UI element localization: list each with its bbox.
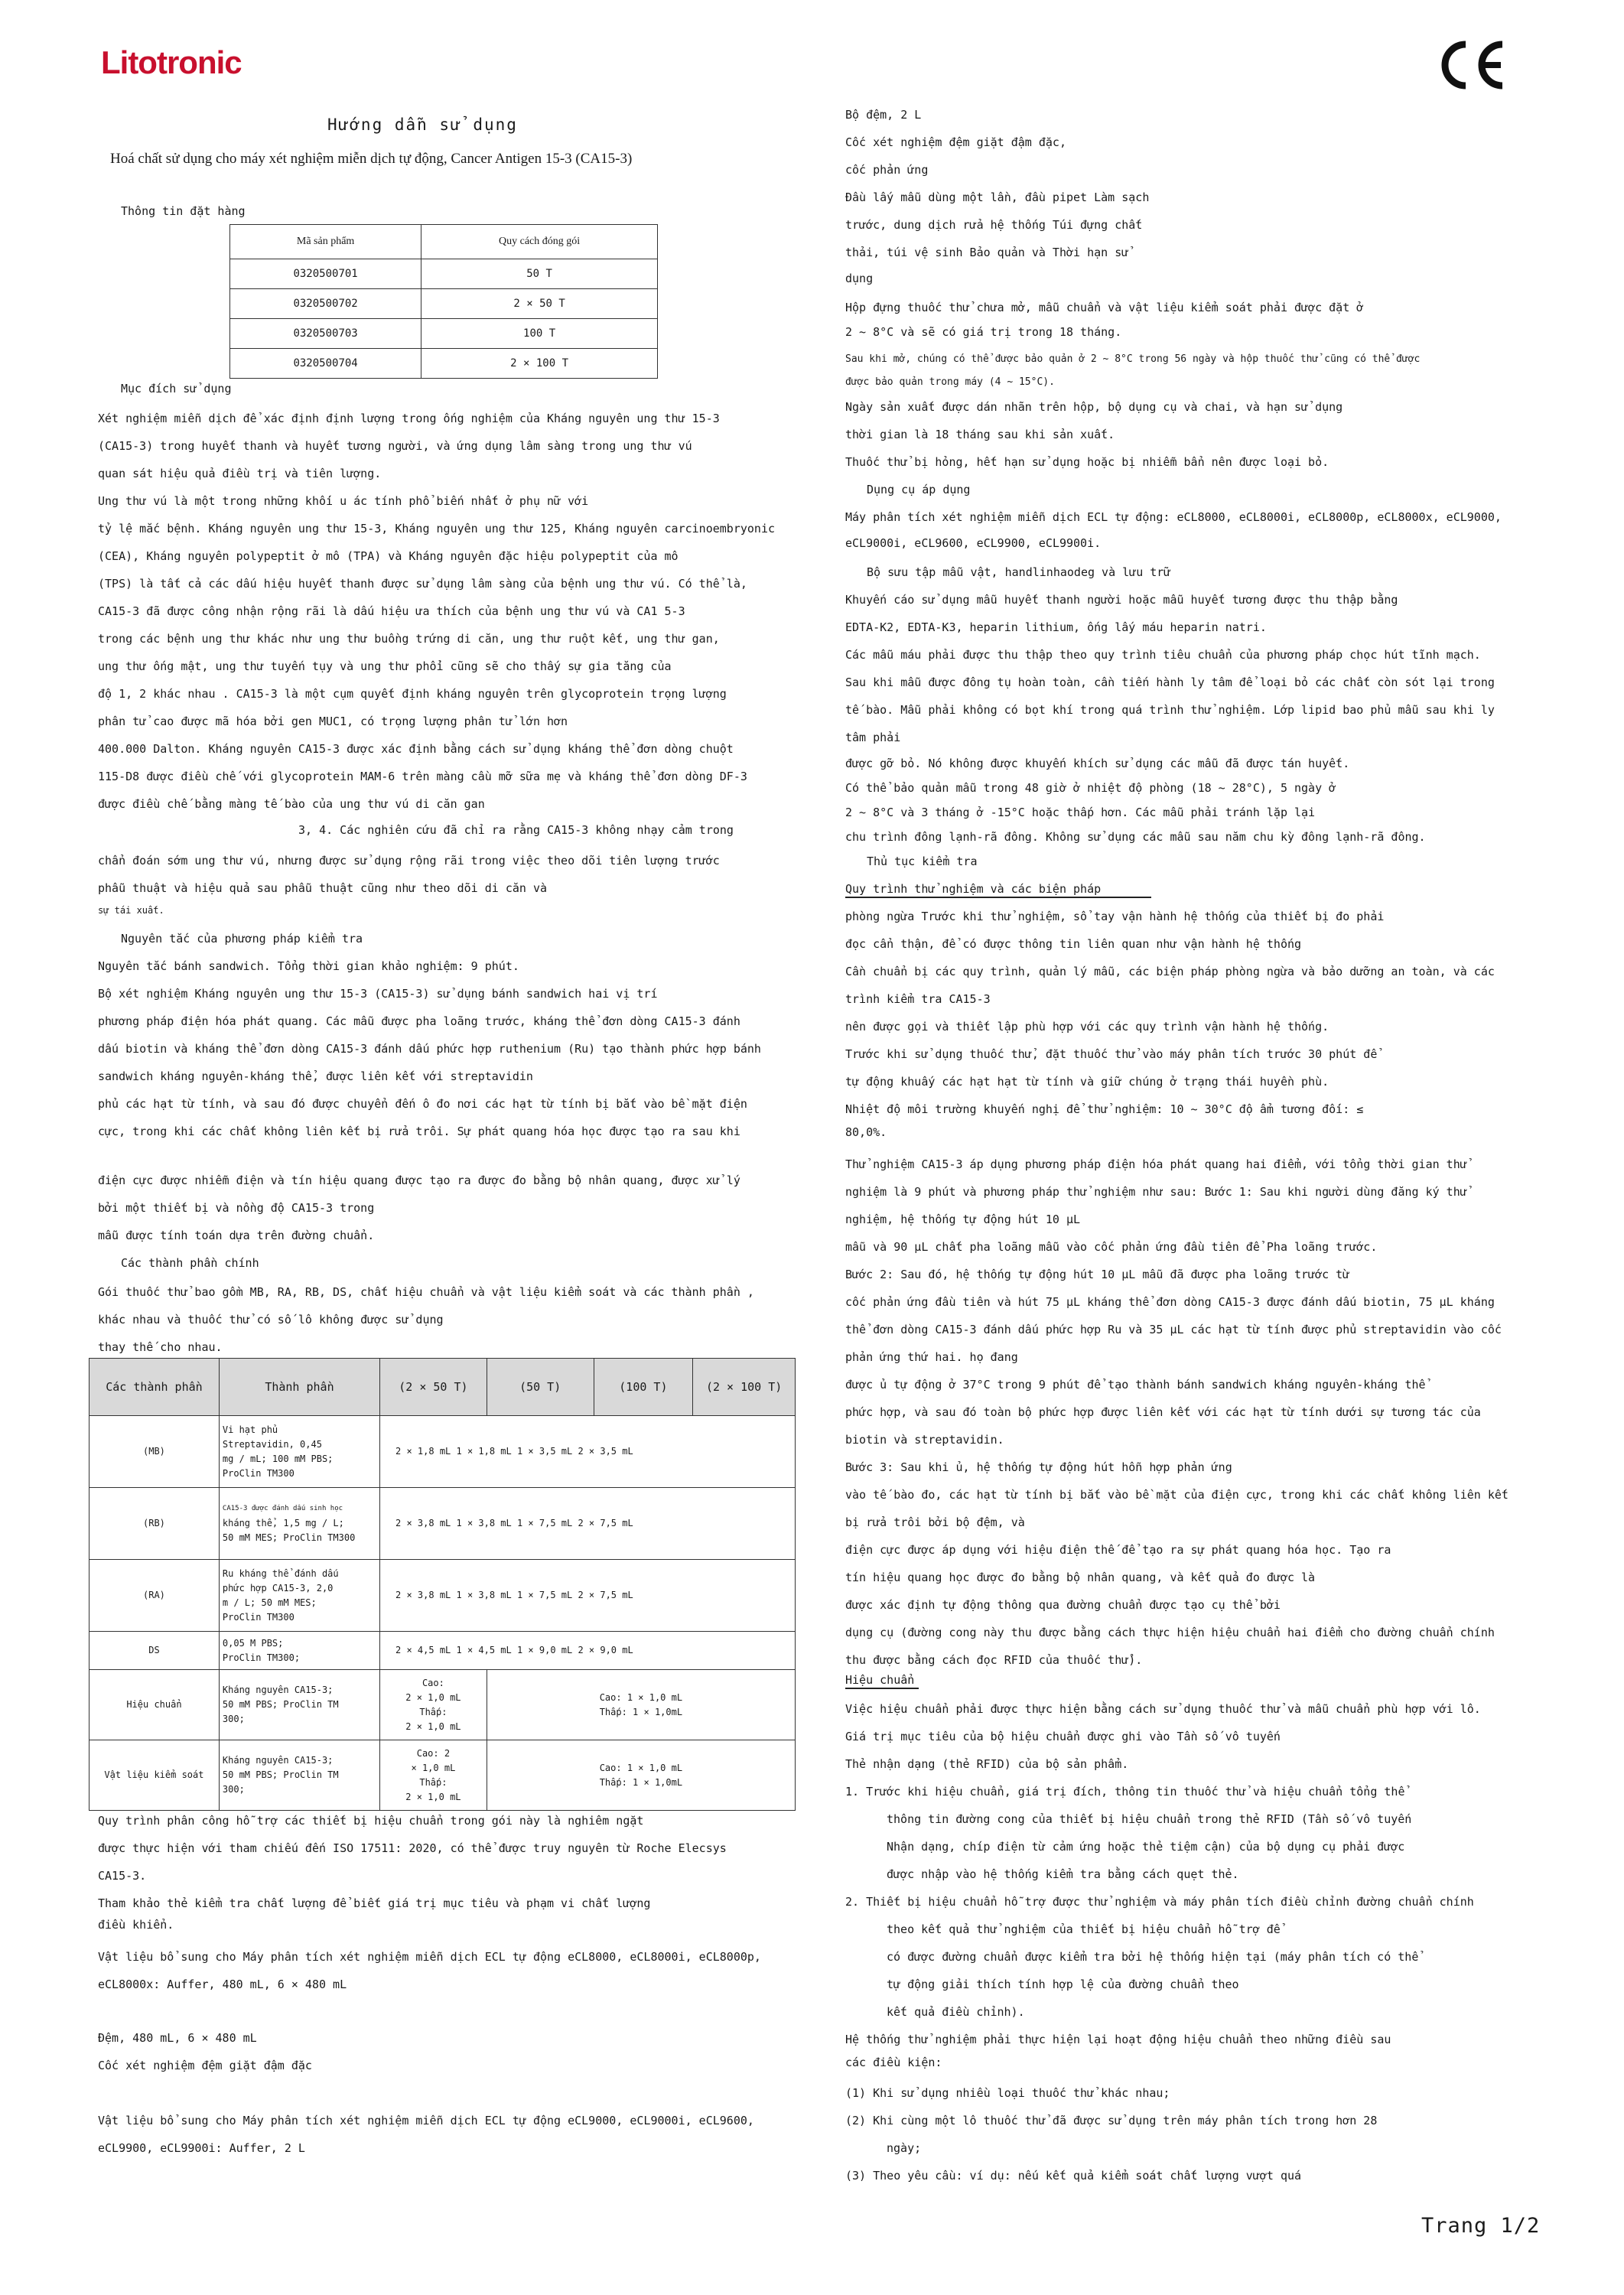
paragraph-line: 80,0%.	[845, 1125, 887, 1139]
paragraph-line: Cốc xét nghiệm đệm giặt đậm đặc	[98, 2059, 312, 2072]
paragraph-line: Ung thư vú là một trong những khối u ác tính phổ biến nhất ở phụ nữ với	[98, 494, 589, 508]
cell-line: Cao: 1 × 1,0 mL	[599, 1762, 683, 1773]
cell-line: kháng thể, 1,5 mg / L;	[222, 1518, 344, 1528]
paragraph-line: Thuốc thử bị hỏng, hết hạn sử dụng hoặc bị nhiễm bẩn nên được loại bỏ.	[845, 455, 1329, 469]
paragraph-line: tín hiệu quang học được đo bằng bộ nhân quang, và kết quả đo được là	[845, 1571, 1316, 1584]
cell-line: ProClin TM300	[222, 1611, 295, 1623]
paragraph-line: thời gian là 18 tháng sau khi sản xuất.	[845, 428, 1115, 441]
paragraph-line: Hệ thống thử nghiệm phải thực hiện lại hoạt động hiệu chuẩn theo những điều sau	[845, 2033, 1391, 2046]
paragraph-line: Ngày sản xuất được dán nhãn trên hộp, bộ dụng cụ và chai, và hạn sử dụng	[845, 400, 1343, 414]
paragraph-line: 3, 4. Các nghiên cứu đã chỉ ra rằng CA15-3 không nhạy cảm trong	[298, 823, 734, 837]
paragraph-line: dấu biotin và kháng thể đơn dòng CA15-3 đánh dấu phức hợp ruthenium (Ru) tạo thành phức hợp bánh	[98, 1042, 761, 1056]
list-item: thông tin đường cong của thiết bị hiệu chuẩn trong thẻ RFID (Tần số vô tuyến	[887, 1812, 1412, 1826]
cell-line: 50 mM MES; ProClin TM300	[222, 1532, 356, 1543]
ordering-heading: Thông tin đặt hàng	[121, 204, 246, 218]
paragraph-line: mẫu và 90 μL chất pha loãng mẫu vào cốc phản ứng đầu tiên để Pha loãng trước.	[845, 1240, 1378, 1254]
table-cell	[219, 1560, 379, 1632]
paragraph-line: quan sát hiệu quả điều trị và tiên lượng.	[98, 467, 382, 480]
cell-line: Ru kháng thể đánh dấu	[222, 1567, 339, 1579]
paragraph-line: thể đơn dòng CA15-3 đánh dấu phức hợp Ru và 35 μL các hạt từ tính được phủ streptavidin vào cốc	[845, 1323, 1502, 1336]
paragraph-line: Vật liệu bổ sung cho Máy phân tích xét nghiệm miễn dịch ECL tự động eCL9000, eCL9000i, eCL9600,	[98, 2114, 754, 2127]
table-cell: 2 × 3,8 mL 1 × 3,8 mL 1 × 7,5 mL 2 × 7,5 mL	[380, 1560, 796, 1632]
paragraph-line: Việc hiệu chuẩn phải được thực hiện bằng cách sử dụng thuốc thử và mẫu chuẩn phù hợp với lô.	[845, 1702, 1481, 1716]
paragraph-line: Xét nghiệm miễn dịch để xác định định lượng trong ống nghiệm của Kháng nguyên ung thư 15-3	[98, 412, 720, 425]
paragraph-line: ung thư ống mật, ung thư tuyến tụy và ung thư phổi cũng sẽ cho thấy sự gia tăng của	[98, 659, 672, 673]
paragraph-line: thay thế cho nhau.	[98, 1340, 223, 1354]
paragraph-line: bởi một thiết bị và nồng độ CA15-3 trong	[98, 1201, 375, 1215]
table-row	[230, 349, 658, 379]
paragraph-line: điều khiển.	[98, 1918, 174, 1932]
table-row	[89, 1740, 796, 1811]
table-row	[230, 259, 658, 289]
table-cell: (RB)	[89, 1488, 220, 1560]
list-item: Nhận dạng, chíp điện từ cảm ứng hoặc thẻ tiệm cận) của bộ dụng cụ phải được	[887, 1840, 1405, 1854]
table-cell: 2 × 1,8 mL 1 × 1,8 mL 1 × 3,5 mL 2 × 3,5 mL	[380, 1416, 796, 1488]
table-row	[89, 1670, 796, 1740]
paragraph-line: phòng ngừa Trước khi thử nghiệm, sổ tay vận hành hệ thống của thiết bị đo phải	[845, 910, 1385, 923]
table-header-cell: Quy cách đóng gói	[421, 225, 658, 259]
table-row	[230, 319, 658, 349]
paragraph-line: tâm phải	[845, 731, 901, 744]
paragraph-line: Có thể bảo quản mẫu trong 48 giờ ở nhiệt độ phòng (18 ~ 28°C), 5 ngày ở	[845, 781, 1336, 795]
paragraph-line: Nhiệt độ môi trường khuyến nghị để thử nghiệm: 10 ~ 30°C độ ẩm tương đối: ≤	[845, 1102, 1364, 1116]
paragraph-line: Bước 3: Sau khi ủ, hệ thống tự động hút hỗn hợp phản ứng	[845, 1460, 1232, 1474]
paragraph-line: CA15-3.	[98, 1869, 147, 1883]
table-cell: 100 T	[421, 319, 658, 349]
table-header-cell: (100 T)	[594, 1359, 693, 1416]
cell-line: Kháng nguyên CA15-3;	[222, 1685, 334, 1695]
paragraph-line: phức hợp, và sau đó toàn bộ phức hợp được liên kết với các hạt từ tính dưới sự tương tác của	[845, 1405, 1481, 1419]
cell-line: Cao:	[421, 1677, 444, 1688]
paragraph-line: cốc phản ứng đầu tiên và hút 75 μL kháng thể đơn dòng CA15-3 được đánh dấu biotin, 75 μL kháng	[845, 1295, 1495, 1309]
table-cell: 2 × 50 T	[421, 289, 658, 319]
section-heading: Bộ sưu tập mẫu vật, handlinhaodeg và lưu trữ	[867, 565, 1171, 579]
table-row	[230, 289, 658, 319]
paragraph-line: điện cực được nhiễm điện và tín hiệu quang được tạo ra được đo bằng bộ nhân quang, được xử lý	[98, 1174, 740, 1187]
paragraph-line: EDTA-K2, EDTA-K3, heparin lithium, ống lấy máu heparin natri.	[845, 620, 1267, 634]
paragraph-line: sandwich kháng nguyên-kháng thể, được liên kết với streptavidin	[98, 1069, 533, 1083]
paragraph-line: thải, túi vệ sinh Bảo quản và Thời hạn sử	[845, 246, 1129, 259]
list-item: (3) Theo yêu cầu: ví dụ: nếu kết quả kiểm soát chất lượng vượt quá	[845, 2169, 1302, 2183]
cell-line: 50 mM PBS; ProClin TM	[222, 1699, 339, 1710]
cell-line: Thấp: 1 × 1,0mL	[599, 1776, 683, 1788]
table-header-cell: (50 T)	[487, 1359, 594, 1416]
table-cell: 50 T	[421, 259, 658, 289]
table-cell	[219, 1670, 379, 1740]
paragraph-line: Bước 2: Sau đó, hệ thống tự động hút 10 μL mẫu đã được pha loãng trước từ	[845, 1268, 1350, 1281]
paragraph-line: eCL8000x: Auffer, 480 mL, 6 × 480 mL	[98, 1978, 347, 1991]
paragraph-line: Cần chuẩn bị các quy trình, quản lý mẫu, các biện pháp phòng ngừa và bảo dưỡng an toàn, và các	[845, 965, 1495, 978]
paragraph-line: Bộ đệm, 2 L	[845, 108, 922, 122]
paragraph-line: Khuyến cáo sử dụng mẫu huyết thanh người hoặc mẫu huyết tương được thu thập bằng	[845, 593, 1398, 607]
table-cell: DS	[89, 1632, 220, 1670]
list-item: ngày;	[887, 2141, 922, 2155]
paragraph-line: Thẻ nhận dạng (thẻ RFID) của bộ sản phẩm.	[845, 1757, 1129, 1771]
paragraph-line: cực, trong khi các chất không liên kết bị rửa trôi. Sự phát quang hóa học được tạo ra sau khi	[98, 1125, 740, 1138]
cell-line: Thấp:	[419, 1706, 447, 1717]
list-item: (2) Khi cùng một lô thuốc thử đã được sử dụng trên máy phân tích trong hơn 28	[845, 2114, 1378, 2127]
cell-line: CA15-3 được đánh dấu sinh học	[222, 1505, 343, 1512]
paragraph-line: nghiệm là 9 phút và phương pháp thử nghiệm như sau: Bước 1: Sau khi người dùng đăng ký thử	[845, 1185, 1467, 1199]
paragraph-line: thu được bằng cách đọc RFID của thuốc thử).	[845, 1653, 1143, 1667]
cell-line: Streptavidin, 0,45	[222, 1438, 322, 1450]
table-cell	[487, 1740, 795, 1811]
table-cell: Vật liệu kiểm soát	[89, 1740, 220, 1811]
paragraph-line: độ 1, 2 khác nhau . CA15-3 là một cụm quyết định kháng nguyên trên glycoprotein trọng lượng	[98, 687, 727, 701]
table-row	[89, 1560, 796, 1632]
table-cell: Hiệu chuẩn	[89, 1670, 220, 1740]
table-cell: 0320500703	[230, 319, 421, 349]
table-cell	[219, 1632, 379, 1670]
paragraph-line: được gỡ bỏ. Nó không được khuyến khích sử dụng các mẫu đã được tán huyết.	[845, 757, 1350, 770]
ordering-table	[229, 224, 658, 379]
cell-line: 300;	[222, 1784, 245, 1795]
cell-line: Cao: 1 × 1,0 mL	[599, 1691, 683, 1703]
table-cell: 2 × 4,5 mL 1 × 4,5 mL 1 × 9,0 mL 2 × 9,0 mL	[380, 1632, 796, 1670]
paragraph-line: phủ các hạt từ tính, và sau đó được chuyển đến ô đo nơi các hạt từ tính bị bắt vào bề mặt điện	[98, 1097, 747, 1111]
paragraph-line: Gói thuốc thử bao gồm MB, RA, RB, DS, chất hiệu chuẩn và vật liệu kiểm soát và các thành phần ,	[98, 1285, 754, 1299]
section-heading: Thủ tục kiểm tra	[867, 855, 978, 868]
paragraph-line: CA15-3 đã được công nhận rộng rãi là dấu hiệu ưa thích của bệnh ung thư vú và CA1 5-3	[98, 604, 685, 618]
table-cell: 0320500702	[230, 289, 421, 319]
cell-line: 2 × 1,0 mL	[405, 1691, 461, 1703]
paragraph-line: được ủ tự động ở 37°C trong 9 phút để tạo thành bánh sandwich kháng nguyên-kháng thể	[845, 1378, 1426, 1392]
cell-line: Vi hạt phủ	[222, 1424, 278, 1435]
paragraph-line: phẫu thuật và hiệu quả sau phẫu thuật cũng như theo dõi di căn và	[98, 881, 547, 895]
paragraph-line: Trước khi sử dụng thuốc thử, đặt thuốc thử vào máy phân tích trước 30 phút để	[845, 1047, 1378, 1061]
paragraph-line: (CEA), Kháng nguyên polypeptit ở mô (TPA) và Kháng nguyên đặc hiệu polypeptit của mô	[98, 549, 679, 563]
paragraph-line: cốc phản ứng	[845, 163, 929, 177]
table-header-cell: Thành phần	[219, 1359, 379, 1416]
paragraph-line: Đệm, 480 mL, 6 × 480 mL	[98, 2031, 257, 2045]
section-heading: Mục đích sử dụng	[121, 382, 232, 396]
paragraph-line: (CA15-3) trong huyết thanh và huyết tương người, và ứng dụng lâm sàng trong ung thư vú	[98, 439, 692, 453]
cell-line: Kháng nguyên CA15-3;	[222, 1755, 334, 1766]
paragraph-line: Giá trị mục tiêu của bộ hiệu chuẩn được ghi vào Tần số vô tuyến	[845, 1730, 1281, 1743]
cell-line: 300;	[222, 1714, 245, 1724]
cell-line: ProClin TM300	[222, 1467, 295, 1479]
table-cell	[487, 1670, 795, 1740]
paragraph-line: được điều chế bằng màng tế bào của ung thư vú di căn gan	[98, 797, 485, 811]
list-item: kết quả điều chỉnh).	[887, 2005, 1025, 2019]
paragraph-line: chẩn đoán sớm ung thư vú, nhưng được sử dụng rộng rãi trong việc theo dõi tiên lượng trước	[98, 854, 720, 868]
table-cell: 0320500701	[230, 259, 421, 289]
cell-line: Thấp: 1 × 1,0mL	[599, 1706, 683, 1717]
section-heading: Nguyên tắc của phương pháp kiểm tra	[121, 932, 363, 946]
paragraph-line: 2 ~ 8°C và 3 tháng ở -15°C hoặc thấp hơn. Các mẫu phải tránh lặp lại	[845, 806, 1316, 819]
paragraph-line: tế bào. Mẫu phải không có bọt khí trong quá trình thử nghiệm. Lớp lipid bao phủ mẫu sau khi ly	[845, 703, 1495, 717]
paragraph-line: Đầu lấy mẫu dùng một lần, đầu pipet Làm sạch	[845, 190, 1150, 204]
table-cell: 2 × 3,8 mL 1 × 3,8 mL 1 × 7,5 mL 2 × 7,5 mL	[380, 1488, 796, 1560]
table-cell	[380, 1670, 487, 1740]
list-item: được nhập vào hệ thống kiểm tra bằng cách quẹt thẻ.	[887, 1867, 1239, 1881]
table-header-cell: (2 × 100 T)	[693, 1359, 796, 1416]
paragraph-line: khác nhau và thuốc thử có số lô không được sử dụng	[98, 1313, 444, 1327]
paragraph-line: 115-D8 được điều chế với glycoprotein MAM-6 trên màng cầu mỡ sữa mẹ và kháng thể đơn dòng DF-3	[98, 770, 747, 783]
paragraph-line: phản ứng thứ hai. họ đang	[845, 1350, 1018, 1364]
section-heading: Các thành phần chính	[121, 1256, 259, 1270]
paragraph-line: Sau khi mở, chúng có thể được bảo quản ở 2 ~ 8°C trong 56 ngày và hộp thuốc thử cũng có thể được	[845, 353, 1421, 365]
heading-underline	[845, 897, 1151, 898]
page-number: Trang 1/2	[1421, 2214, 1541, 2238]
paragraph-line: eCL9900, eCL9900i: Auffer, 2 L	[98, 2141, 305, 2155]
list-item: 2. Thiết bị hiệu chuẩn hỗ trợ được thử nghiệm và máy phân tích điều chỉnh đường chuẩn chính	[845, 1895, 1474, 1909]
paragraph-line: điện cực được áp dụng với hiệu điện thế để tạo ra sự phát quang hóa học. Tạo ra	[845, 1543, 1391, 1557]
cell-line: 2 × 1,0 mL	[405, 1791, 461, 1802]
paragraph-line: vào tế bào đo, các hạt từ tính bị bắt vào bề mặt của điện cực, trong khi các chất không liên kết	[845, 1488, 1508, 1502]
table-header-cell: Mã sản phẩm	[230, 225, 421, 259]
components-table	[89, 1358, 796, 1811]
paragraph-line: nên được gọi và thiết lập phù hợp với các quy trình vận hành hệ thống.	[845, 1020, 1329, 1034]
paragraph-line: được bảo quản trong máy (4 ~ 15°C).	[845, 376, 1055, 388]
paragraph-line: Quy trình phân công hỗ trợ các thiết bị hiệu chuẩn trong gói này là nghiêm ngặt	[98, 1814, 644, 1828]
table-row	[230, 225, 658, 259]
subsection-heading: Hiệu chuẩn	[845, 1673, 915, 1687]
paragraph-line: tự động khuấy các hạt hạt từ tính và giữ chúng ở trạng thái huyền phù.	[845, 1075, 1329, 1089]
cell-line: 2 × 1,0 mL	[405, 1720, 461, 1732]
brand-logo: Litotronic	[101, 44, 242, 80]
paragraph-line: trong các bệnh ung thư khác như ung thư buồng trứng di căn, ung thư ruột kết, ung thư gan,	[98, 632, 720, 646]
paragraph-line: Tham khảo thẻ kiểm tra chất lượng để biết giá trị mục tiêu và phạm vi chất lượng	[98, 1896, 651, 1910]
section-heading: Dụng cụ áp dụng	[867, 483, 971, 496]
heading-underline	[845, 1688, 919, 1689]
paragraph-line: được xác định tự động thông qua đường chuẩn được tạo cụ thể bởi	[845, 1598, 1281, 1612]
table-row	[89, 1632, 796, 1670]
paragraph-line: eCL9000i, eCL9600, eCL9900, eCL9900i.	[845, 536, 1102, 550]
paragraph-line: 2 ~ 8°C và sẽ có giá trị trong 18 tháng.	[845, 325, 1122, 339]
table-cell	[219, 1740, 379, 1811]
list-item: 1. Trước khi hiệu chuẩn, giá trị đích, thông tin thuốc thử và hiệu chuẩn tổng thể	[845, 1785, 1405, 1799]
section-heading: dụng	[845, 272, 874, 285]
paragraph-line: bị rửa trôi bởi bộ đệm, và	[845, 1515, 1025, 1529]
table-cell: (RA)	[89, 1560, 220, 1632]
paragraph-line: Sau khi mẫu được đông tụ hoàn toàn, cần tiến hành ly tâm để loại bỏ các chất còn sót lại trong	[845, 675, 1495, 689]
paragraph-line: trước, dung dịch rửa hệ thống Túi đựng chất	[845, 218, 1143, 232]
table-row	[89, 1488, 796, 1560]
table-row	[89, 1416, 796, 1488]
paragraph-line: sự tái xuất.	[98, 905, 164, 916]
cell-line: × 1,0 mL	[411, 1762, 456, 1773]
table-cell	[219, 1488, 379, 1560]
paragraph-line: Bộ xét nghiệm Kháng nguyên ung thư 15-3 (CA15-3) sử dụng bánh sandwich hai vị trí	[98, 987, 658, 1001]
paragraph-line: nghiệm, hệ thống tự động hút 10 μL	[845, 1213, 1081, 1226]
paragraph-line: chu trình đông lạnh-rã đông. Không sử dụng các mẫu sau năm chu kỳ đông lạnh-rã đông.	[845, 830, 1426, 844]
table-header-cell: (2 × 50 T)	[380, 1359, 487, 1416]
table-cell	[380, 1740, 487, 1811]
paragraph-line: Cốc xét nghiệm đệm giặt đậm đặc,	[845, 135, 1066, 149]
cell-line: 0,05 M PBS;	[222, 1637, 284, 1649]
paragraph-line: dụng cụ (đường cong này thu được bằng cách thực hiện hiệu chuẩn hai điểm cho đường chuẩn chính	[845, 1626, 1495, 1639]
table-cell	[219, 1416, 379, 1488]
table-row	[89, 1359, 796, 1416]
paragraph-line: Hộp đựng thuốc thử chưa mở, mẫu chuẩn và vật liệu kiểm soát phải được đặt ở	[845, 301, 1364, 314]
list-item: (1) Khi sử dụng nhiều loại thuốc thử khác nhau;	[845, 2086, 1170, 2100]
list-item: theo kết quả thử nghiệm của thiết bị hiệu chuẩn hỗ trợ để	[887, 1922, 1281, 1936]
paragraph-line: Vật liệu bổ sung cho Máy phân tích xét nghiệm miễn dịch ECL tự động eCL8000, eCL8000i, eCL8000p,	[98, 1950, 761, 1964]
cell-line: phức hợp CA15-3, 2,0	[222, 1582, 334, 1593]
list-item: tự động giải thích tính hợp lệ của đường chuẩn theo	[887, 1978, 1239, 1991]
table-header-cell: Các thành phần	[89, 1359, 220, 1416]
paragraph-line: phương pháp điện hóa phát quang. Các mẫu được pha loãng trước, kháng thể đơn dòng CA15-3 đánh	[98, 1014, 740, 1028]
cell-line: Thấp:	[419, 1776, 447, 1788]
doc-title: Hướng dẫn sử dụng	[327, 116, 518, 134]
paragraph-line: mẫu được tính toán dựa trên đường chuẩn.	[98, 1229, 375, 1242]
table-cell: (MB)	[89, 1416, 220, 1488]
cell-line: Cao: 2	[416, 1747, 451, 1759]
paragraph-line: biotin và streptavidin.	[845, 1433, 1004, 1447]
paragraph-line: các điều kiện:	[845, 2056, 942, 2069]
paragraph-line: Máy phân tích xét nghiệm miễn dịch ECL tự động: eCL8000, eCL8000i, eCL8000p, eCL8000x, eCL9000,	[845, 510, 1502, 524]
paragraph-line: phân tử cao được mã hóa bởi gen MUC1, có trọng lượng phân tử lớn hơn	[98, 715, 568, 728]
paragraph-line: tỷ lệ mắc bệnh. Kháng nguyên ung thư 15-3, Kháng nguyên ung thư 125, Kháng nguyên carcinoembryonic	[98, 522, 776, 536]
doc-subtitle: Hoá chất sử dụng cho máy xét nghiệm miễn dịch tự động, Cancer Antigen 15-3 (CA15-3)	[110, 151, 633, 167]
subsection-heading: Quy trình thử nghiệm và các biện pháp	[845, 882, 1102, 896]
paragraph-line: được thực hiện với tham chiếu đến ISO 17511: 2020, có thể được truy nguyên từ Roche Elecsys	[98, 1841, 727, 1855]
paragraph-line: đọc cẩn thận, để có được thông tin liên quan như vận hành hệ thống	[845, 937, 1302, 951]
table-cell: 0320500704	[230, 349, 421, 379]
paragraph-line: Thử nghiệm CA15-3 áp dụng phương pháp điện hóa phát quang hai điểm, với tổng thời gian thử	[845, 1157, 1467, 1171]
paragraph-line: (TPS) là tất cả các dấu hiệu huyết thanh được sử dụng lâm sàng của bệnh ung thư vú. Có thể là,	[98, 577, 747, 591]
cell-line: m / L; 50 mM MES;	[222, 1597, 317, 1608]
paragraph-line: trình kiểm tra CA15-3	[845, 992, 991, 1006]
cell-line: mg / mL; 100 mM PBS;	[222, 1453, 334, 1464]
list-item: có được đường chuẩn được kiểm tra bởi hệ thống hiện tại (máy phân tích có thể	[887, 1950, 1419, 1964]
paragraph-line: 400.000 Dalton. Kháng nguyên CA15-3 được xác định bằng cách sử dụng kháng thể đơn dòng chuột	[98, 742, 734, 756]
cell-line: ProClin TM300;	[222, 1652, 301, 1663]
cell-line: 50 mM PBS; ProClin TM	[222, 1769, 339, 1780]
table-cell: 2 × 100 T	[421, 349, 658, 379]
paragraph-line: Các mẫu máu phải được thu thập theo quy trình tiêu chuẩn của phương pháp chọc hút tĩnh mạch.	[845, 648, 1481, 662]
ce-mark-icon	[1438, 38, 1507, 92]
paragraph-line: Nguyên tắc bánh sandwich. Tổng thời gian khảo nghiệm: 9 phút.	[98, 959, 519, 973]
